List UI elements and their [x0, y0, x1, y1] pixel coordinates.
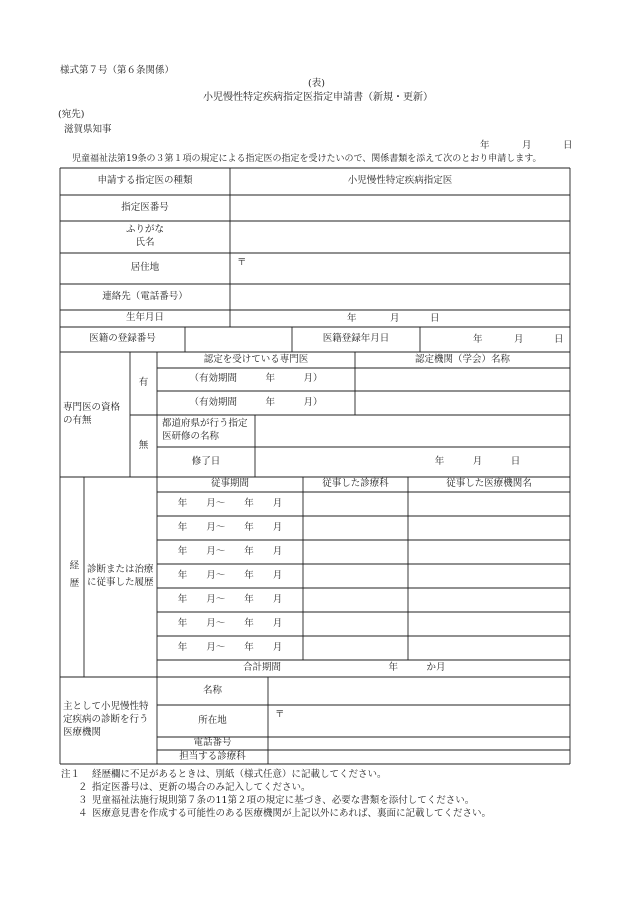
validity-period-2: （有効期間 年 月）	[189, 396, 323, 408]
completion-date-value: 年 月 日	[434, 455, 521, 467]
department-header: 従事した診療科	[322, 478, 389, 490]
reg-day: 日	[554, 334, 564, 345]
specialist-section-label: 専門医の資格の有無	[63, 401, 121, 426]
note-text: 指定医番号は、更新の場合のみ記入してください。	[92, 782, 311, 793]
reg-year: 年	[473, 334, 483, 345]
specialist-no: 無	[138, 439, 149, 451]
institution-department-label: 担当する診療科	[179, 750, 246, 762]
career-row: 年 月～ 年 月	[177, 641, 283, 653]
registration-number-field[interactable]	[185, 327, 292, 352]
career-row: 年 月～ 年 月	[177, 617, 283, 629]
note-number: ３	[78, 795, 88, 806]
period-header: 従事期間	[210, 478, 249, 490]
application-type-value: 小児慢性特定疾病指定医	[347, 175, 453, 187]
application-statement: 児童福祉法第19条の３第１項の規定による指定医の指定を受けたいので、関係書類を添えて次のとおり申請します。	[72, 154, 542, 164]
birthdate-label: 生年月日	[125, 312, 164, 324]
birth-year: 年	[347, 313, 357, 324]
note-text: 経歴欄に不足があるときは、別紙（様式任意）に記載してください。	[92, 769, 387, 780]
residence-label: 居住地	[130, 262, 160, 274]
birth-month: 月	[390, 313, 400, 324]
birth-day: 日	[430, 313, 440, 324]
full-name-label: 氏名	[135, 237, 155, 248]
date-day: 日	[563, 140, 573, 151]
name-field[interactable]	[230, 221, 570, 253]
career-sub-label: 診断または治療に従事した履歴	[87, 564, 154, 588]
note-number: 注１	[61, 769, 81, 780]
career-section-label: 経歴	[67, 559, 79, 595]
total-period-label: 合計期間	[242, 662, 281, 674]
institution-postal-mark: 〒	[275, 709, 285, 720]
addressee: 滋賀県知事	[64, 124, 112, 135]
training-name-label: 都道府県が行う指定医研修の名称	[162, 418, 248, 442]
registration-number-label: 医籍の登録番号	[89, 333, 156, 345]
note-text: 児童福祉法施行規則第７条の11第２項の規定に基づき、必要な書類を添付してください。	[92, 795, 475, 806]
completion-date-label: 修了日	[191, 455, 221, 467]
total-period-value: 年 か月	[388, 662, 446, 674]
institution-phone-label: 電話番号	[193, 737, 232, 749]
note-number: ４	[78, 808, 88, 819]
phone-label: 連絡先（電話番号）	[102, 290, 188, 302]
residence-field[interactable]	[230, 253, 570, 284]
name-label	[60, 221, 230, 253]
career-row: 年 月～ 年 月	[177, 593, 283, 605]
page-side-label: (表)	[308, 78, 325, 89]
doctor-number-label: 指定医番号	[121, 201, 169, 213]
specialist-yes: 有	[138, 377, 149, 389]
form-title: 小児慢性特定疾病指定医指定申請書（新規・更新）	[203, 92, 433, 103]
furigana-label: ふりがな	[125, 224, 164, 236]
certification-org-header: 認定機関（学会）名称	[414, 353, 510, 365]
postal-mark: 〒	[237, 257, 247, 268]
institution-header: 従事した医療機関名	[446, 478, 532, 490]
reg-month: 月	[514, 334, 524, 345]
career-row: 年 月～ 年 月	[177, 569, 283, 581]
date-month: 月	[522, 140, 532, 151]
address-label: (宛先)	[58, 109, 85, 120]
phone-field[interactable]	[230, 284, 570, 310]
note-text: 医療意見書を作成する可能性のある医療機関が上記以外にあれば、裏面に記載してください。	[92, 808, 492, 819]
institution-name-label: 名称	[202, 684, 222, 696]
validity-period-1: （有効期間 年 月）	[189, 373, 323, 385]
career-row: 年 月～ 年 月	[177, 521, 283, 533]
career-row: 年 月～ 年 月	[177, 545, 283, 557]
application-type-label: 申請する指定医の種類	[97, 175, 193, 187]
main-institution-label: 主として小児慢性特定疾病の診断を行う医療機関	[63, 701, 149, 738]
doctor-number-field[interactable]	[230, 195, 570, 221]
institution-location-label: 所在地	[198, 714, 227, 726]
career-row: 年 月～ 年 月	[177, 497, 283, 509]
date-year: 年	[480, 140, 490, 151]
certified-specialist-header: 認定を受けている専門医	[203, 353, 309, 365]
note-number: ２	[78, 782, 88, 793]
registration-date-label: 医籍登録年月日	[322, 333, 390, 345]
form-number: 様式第７号（第６条関係）	[60, 65, 175, 76]
